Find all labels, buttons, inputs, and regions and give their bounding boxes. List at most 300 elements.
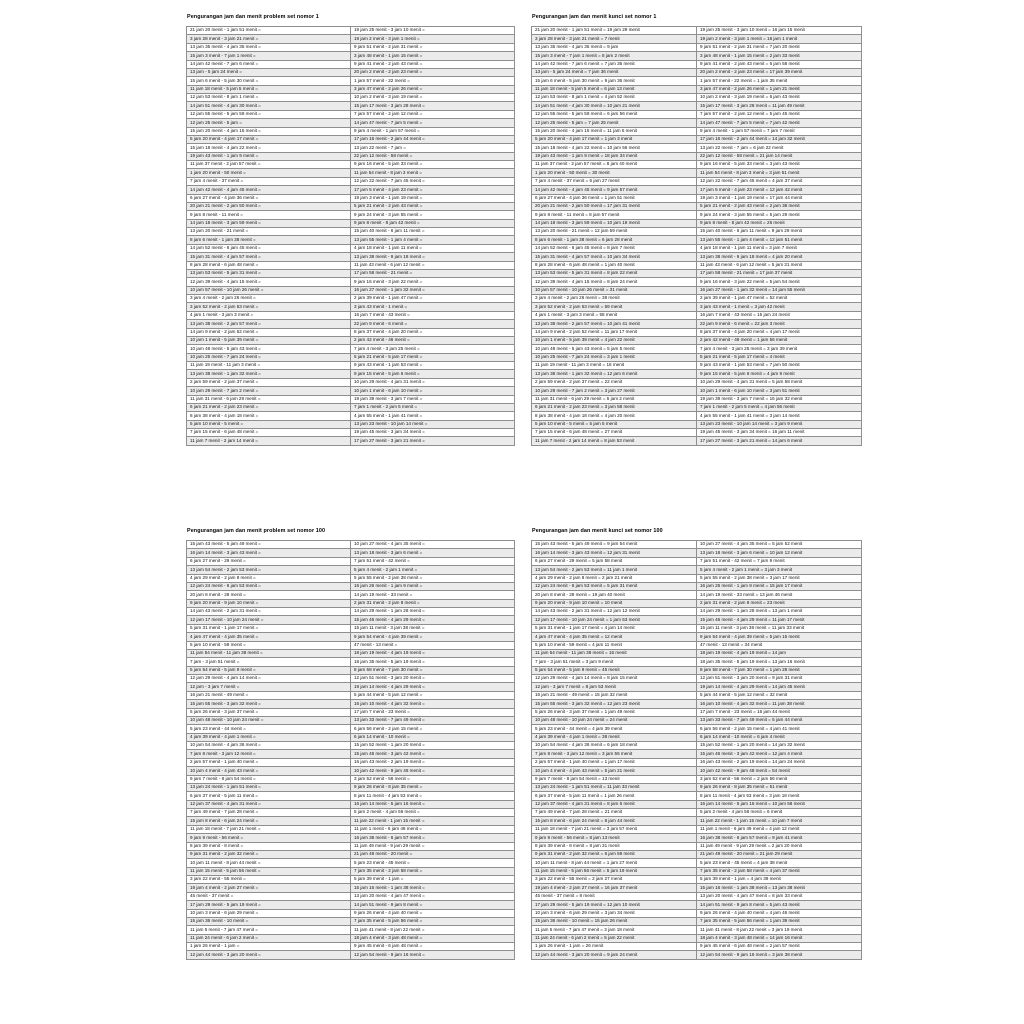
table-row bbox=[532, 658, 862, 666]
table-row bbox=[532, 85, 862, 93]
problem-cell: 16 jam 21 menit - 49 menit = bbox=[187, 691, 351, 699]
table-row bbox=[187, 27, 515, 35]
table-row bbox=[532, 261, 862, 269]
problem-cell: 7 jam 51 menit - 42 menit = bbox=[351, 557, 515, 565]
problem-cell: 12 jam 44 menit - 3 jam 20 menit = 9 jam 24 menit bbox=[532, 951, 697, 959]
problem-cell: 18 jam 35 menit - 5 jam 19 menit = 13 jam 16 menit bbox=[697, 658, 862, 666]
table-row bbox=[187, 876, 515, 884]
table-row bbox=[532, 236, 862, 244]
problem-cell: 9 jam 7 menit - 8 jam 54 menit = 13 menit bbox=[532, 775, 697, 783]
problem-cell: 11 jam 18 menit - 7 jam 21 menit = 3 jam 57 menit bbox=[532, 825, 697, 833]
problem-cell: 5 jam 39 menit - 1 jam = 4 jam 39 menit bbox=[697, 876, 862, 884]
table-row bbox=[532, 716, 862, 724]
problem-cell: 18 jam 4 menit - 3 jam 48 menit = 14 jam 16 menit bbox=[697, 934, 862, 942]
problem-cell: 11 jam 54 menit - 8 jam 3 menit = bbox=[351, 169, 515, 177]
problem-cell: 8 jam 6 menit - 1 jam 38 menit = bbox=[187, 236, 351, 244]
problem-cell: 16 jam 26 menit - 1 jam 9 menit = bbox=[351, 582, 515, 590]
table-row bbox=[532, 295, 862, 303]
problem-cell: 4 jam 47 menit - 4 jam 35 menit = 12 menit bbox=[532, 633, 697, 641]
problem-cell: 17 jam 5 menit - 4 jam 23 menit = bbox=[351, 186, 515, 194]
problem-cell: 10 jam 48 menit - 5 jam 43 menit = 5 jam 5 menit bbox=[532, 345, 697, 353]
problem-cell: 17 jam 29 menit - 5 jam 19 menit = 12 jam 10 menit bbox=[532, 901, 697, 909]
table-row bbox=[187, 102, 515, 110]
problem-cell: 9 jam 9 menit - 56 menit = bbox=[187, 834, 351, 842]
problem-cell: 22 jam 12 menit - 58 menit = 21 jam 14 menit bbox=[697, 152, 862, 160]
problem-cell: 16 jam 26 menit - 1 jam 9 menit = 15 jam 17 menit bbox=[697, 582, 862, 590]
problem-cell: 7 jam 35 menit - 2 jam 58 menit = 4 jam 37 menit bbox=[697, 867, 862, 875]
problem-cell: 7 jam 4 menit - 3 jam 25 menit = 3 jam 39 menit bbox=[697, 345, 862, 353]
table-row bbox=[532, 616, 862, 624]
problem-cell: 13 jam 38 menit - 2 jam 57 menit = 10 jam 41 menit bbox=[532, 320, 697, 328]
problem-cell: 5 jam 10 menit - 59 menit = bbox=[187, 641, 351, 649]
problem-cell: 15 jam 16 menit - 1 jam 38 menit = bbox=[351, 884, 515, 892]
problem-cell: 9 jam 51 menit - 2 jam 31 menit = bbox=[351, 43, 515, 51]
problem-cell: 2 jam 57 menit - 1 jam 40 menit = bbox=[187, 758, 351, 766]
table-row bbox=[187, 809, 515, 817]
problem-cell: 3 jam 52 menit - 2 jam 53 menit = bbox=[187, 303, 351, 311]
problem-cell: 14 jam 51 menit - 9 jam 8 menit = bbox=[351, 901, 515, 909]
table-row bbox=[532, 549, 862, 557]
problem-cell: 7 jam 15 menit - 6 jam 48 menit = 27 menit bbox=[532, 429, 697, 437]
table-row bbox=[532, 320, 862, 328]
table-row bbox=[187, 775, 515, 783]
problem-cell: 13 jam 33 menit - 7 jam 49 menit = bbox=[351, 716, 515, 724]
table-row bbox=[532, 817, 862, 825]
problem-cell: 19 jam 4 menit - 2 jam 27 menit = bbox=[187, 884, 351, 892]
problem-cell: 9 jam 8 menit - 8 jam 42 menit = 26 menit bbox=[697, 219, 862, 227]
table-row bbox=[532, 541, 862, 549]
table-row bbox=[532, 892, 862, 900]
problem-cell: 5 jam 44 menit - 5 jam 12 menit = bbox=[351, 691, 515, 699]
problem-cell: 2 jam 39 menit - 1 jam 47 menit = 52 menit bbox=[697, 295, 862, 303]
problem-cell: 19 jam 39 menit - 3 jam 7 menit = bbox=[351, 395, 515, 403]
table-row bbox=[532, 186, 862, 194]
problem-cell: 10 jam 3 menit - 6 jam 29 menit = 3 jam 34 menit bbox=[532, 909, 697, 917]
problem-cell: 16 jam 10 menit - 4 jam 32 menit = 11 jam 38 menit bbox=[697, 700, 862, 708]
problem-cell: 16 jam 14 menit - 5 jam 16 menit = bbox=[351, 800, 515, 808]
problem-cell: 11 jam 22 menit - 1 jam 15 menit = bbox=[351, 817, 515, 825]
table-row bbox=[187, 917, 515, 925]
problem-cell: 14 jam 42 menit - 7 jam 6 menit = bbox=[187, 60, 351, 68]
problem-cell: 19 jam 39 menit - 3 jam 7 menit = 16 jam 32 menit bbox=[697, 395, 862, 403]
problem-cell: 11 jam 18 menit - 5 jam 5 menit = 6 jam 13 menit bbox=[532, 85, 697, 93]
table-row bbox=[187, 278, 515, 286]
problem-cell: 15 jam 43 menit - 5 jam 49 menit = bbox=[187, 541, 351, 549]
problem-cell: 17 jam 58 menit - 21 menit = 17 jam 37 menit bbox=[697, 269, 862, 277]
panel-title-problem-set-100: Pengurangan jam dan menit problem set nomor 100 bbox=[187, 528, 326, 534]
problem-cell: 5 jam 39 menit - 1 jam = bbox=[351, 876, 515, 884]
problem-cell: 10 jam 25 menit - 7 jam 24 menit = 3 jam 1 menit bbox=[532, 353, 697, 361]
problem-cell: 10 jam 2 menit - 3 jam 19 menit = 6 jam 43 menit bbox=[697, 94, 862, 102]
problem-cell: 22 jam 9 menit - 6 menit = 22 jam 3 menit bbox=[697, 320, 862, 328]
problem-cell: 17 jam 27 menit - 3 jam 21 menit = bbox=[351, 437, 515, 445]
problem-cell: 20 jam 8 menit - 28 menit = bbox=[187, 591, 351, 599]
table-row bbox=[187, 52, 515, 60]
table-row bbox=[532, 675, 862, 683]
problem-cell: 19 jam 43 menit - 1 jam 9 menit = 18 jam 34 menit bbox=[532, 152, 697, 160]
problem-cell: 5 jam 54 menit - 5 jam 9 menit = 45 menit bbox=[532, 666, 697, 674]
problem-cell: 9 jam 16 menit - 5 jam 33 menit = bbox=[351, 161, 515, 169]
table-row bbox=[187, 557, 515, 565]
table-row bbox=[187, 850, 515, 858]
problem-cell: 16 jam 14 menit - 5 jam 16 menit = 10 jam 58 menit bbox=[697, 800, 862, 808]
problem-cell: 11 jam 5 menit - 7 jam 47 menit = 3 jam 18 menit bbox=[532, 926, 697, 934]
table-row bbox=[532, 403, 862, 411]
problem-cell: 17 jam 7 menit - 23 menit = 16 jam 44 menit bbox=[697, 708, 862, 716]
problem-cell: 15 jam 6 menit - 5 jam 30 menit = 9 jam 36 menit bbox=[532, 77, 697, 85]
problem-cell: 17 jam 58 menit - 21 menit = bbox=[351, 269, 515, 277]
problem-cell: 10 jam 1 menit - 5 jam 39 menit = 4 jam 22 menit bbox=[532, 336, 697, 344]
problem-cell: 12 jam 51 menit - 3 jam 20 menit = 9 jam 31 menit bbox=[697, 675, 862, 683]
problem-cell: 1 jam 20 menit - 50 menit = 30 menit bbox=[532, 169, 697, 177]
table-row bbox=[187, 742, 515, 750]
problem-cell: 19 jam 14 menit - 4 jam 29 menit = bbox=[351, 683, 515, 691]
problem-cell: 7 jam 49 menit - 7 jam 28 menit = 21 menit bbox=[532, 809, 697, 817]
problem-cell: 11 jam 24 menit - 6 jam 2 menit = 5 jam 22 menit bbox=[532, 934, 697, 942]
table-row bbox=[532, 951, 862, 959]
table-row bbox=[187, 77, 515, 85]
problem-cell: 5 jam 44 menit - 5 jam 12 menit = 32 menit bbox=[697, 691, 862, 699]
problem-cell: 16 jam 27 menit - 1 jam 32 menit = bbox=[351, 286, 515, 294]
table-row bbox=[532, 834, 862, 842]
problem-cell: 8 jam 37 menit - 4 jam 20 menit = bbox=[351, 328, 515, 336]
problem-cell: 13 jam 18 menit - 3 jam 6 menit = 10 jam 12 menit bbox=[697, 549, 862, 557]
table-row bbox=[187, 700, 515, 708]
problem-cell: 3 jam 47 menit - 2 jam 26 menit = bbox=[351, 85, 515, 93]
problem-cell: 7 jam 4 menit - 37 menit = 6 jam 27 menit bbox=[532, 177, 697, 185]
table-row bbox=[532, 792, 862, 800]
problem-cell: 15 jam 36 menit - 10 menit = 15 jam 26 menit bbox=[532, 917, 697, 925]
problem-cell: 2 jam 42 menit - 46 menit = bbox=[351, 336, 515, 344]
problem-cell: 8 jam 38 menit - 4 jam 18 menit = 4 jam 20 menit bbox=[532, 412, 697, 420]
table-row bbox=[187, 725, 515, 733]
problem-cell: 20 jam 8 menit - 28 menit = 19 jam 40 menit bbox=[532, 591, 697, 599]
table-row bbox=[187, 909, 515, 917]
problem-cell: 9 jam 26 menit - 8 jam 35 menit = 51 menit bbox=[697, 783, 862, 791]
table-row bbox=[532, 420, 862, 428]
problem-cell: 13 jam 54 menit - 2 jam 53 menit = 11 jam 1 menit bbox=[532, 566, 697, 574]
problem-cell: 9 jam 4 menit - 1 jam 57 menit = 7 jam 7 menit bbox=[697, 127, 862, 135]
table-row bbox=[532, 825, 862, 833]
problem-cell: 10 jam 4 menit - 4 jam 43 menit = 5 jam 21 menit bbox=[532, 767, 697, 775]
table-row bbox=[532, 683, 862, 691]
problem-cell: 12 jam 37 menit - 4 jam 31 menit = 8 jam 6 menit bbox=[532, 800, 697, 808]
problem-cell: 15 jam 52 menit - 1 jam 20 menit = 14 jam 32 menit bbox=[697, 742, 862, 750]
problem-cell: 16 jam 14 menit - 3 jam 43 menit = 12 jam 31 menit bbox=[532, 549, 697, 557]
problem-cell: 3 jam 4 menit - 2 jam 26 menit = bbox=[187, 295, 351, 303]
problem-cell: 10 jam 54 menit - 4 jam 36 menit = bbox=[187, 742, 351, 750]
problem-cell: 10 jam 11 menit - 8 jam 44 menit = bbox=[187, 859, 351, 867]
problem-cell: 13 jam 35 menit - 4 jam 35 menit = 9 jam bbox=[532, 43, 697, 51]
problem-cell: 12 jam - 3 jam 7 menit = bbox=[187, 683, 351, 691]
table-row bbox=[532, 599, 862, 607]
problem-cell: 15 jam 20 menit - 4 jam 15 menit = 11 jam 5 menit bbox=[532, 127, 697, 135]
table-row bbox=[187, 792, 515, 800]
problem-cell: 11 jam 7 menit - 2 jam 14 menit = 8 jam 53 menit bbox=[532, 437, 697, 445]
table-row bbox=[187, 60, 515, 68]
problem-cell: 3 jam 4 menit - 2 jam 26 menit = 38 menit bbox=[532, 295, 697, 303]
panel-kunci-set-1 bbox=[531, 14, 862, 446]
table-row bbox=[532, 35, 862, 43]
problem-cell: 15 jam 3 menit - 7 jam 1 menit = 8 jam 2 menit bbox=[532, 52, 697, 60]
table-row bbox=[187, 892, 515, 900]
problem-cell: 15 jam 40 menit - 6 jam 11 menit = bbox=[351, 228, 515, 236]
problem-cell: 7 jam 1 menit - 2 jam 5 menit = bbox=[351, 403, 515, 411]
table-row bbox=[532, 633, 862, 641]
table-row bbox=[532, 429, 862, 437]
problem-cell: 10 jam 11 menit - 8 jam 44 menit = 1 jam 27 menit bbox=[532, 859, 697, 867]
table-row bbox=[532, 27, 862, 35]
problem-cell: 6 jam 27 menit - 4 jam 36 menit = 1 jam 51 menit bbox=[532, 194, 697, 202]
table-row bbox=[187, 867, 515, 875]
problem-cell: 11 jam 54 menit - 11 jam 38 menit = bbox=[187, 649, 351, 657]
problem-cell: 20 jam 2 menit - 2 jam 23 menit = bbox=[351, 68, 515, 76]
problem-cell: 7 jam 57 menit - 2 jam 12 menit = bbox=[351, 110, 515, 118]
table-row bbox=[532, 901, 862, 909]
problem-cell: 4 jam 29 menit - 2 jam 8 menit = bbox=[187, 574, 351, 582]
problem-cell: 22 jam 9 menit - 6 menit = bbox=[351, 320, 515, 328]
table-row bbox=[532, 582, 862, 590]
problem-cell: 17 jam 16 menit - 2 jam 44 menit = bbox=[351, 135, 515, 143]
problem-cell: 5 jam 2 menit - 4 jam 56 menit = bbox=[351, 809, 515, 817]
table-row bbox=[187, 228, 515, 236]
problem-cell: 22 jam 12 menit - 58 menit = bbox=[351, 152, 515, 160]
problem-cell: 2 jam 39 menit - 1 jam 47 menit = bbox=[351, 295, 515, 303]
problem-cell: 12 jam 17 menit - 10 jam 24 menit = 1 jam 53 menit bbox=[532, 616, 697, 624]
problem-cell: 21 jam 49 menit - 20 menit = bbox=[351, 850, 515, 858]
table-row bbox=[532, 591, 862, 599]
problem-cell: 19 jam 45 menit - 3 jam 34 menit = 16 jam 11 menit bbox=[697, 429, 862, 437]
table-row bbox=[187, 144, 515, 152]
table-row bbox=[532, 144, 862, 152]
problem-cell: 3 jam 22 menit - 55 menit = 2 jam 27 menit bbox=[532, 876, 697, 884]
problem-cell: 12 jam 22 menit - 7 jam 45 menit = 4 jam 37 menit bbox=[697, 177, 862, 185]
table-row bbox=[532, 733, 862, 741]
problem-cell: 6 jam 14 menit - 10 menit = 6 jam 4 menit bbox=[697, 733, 862, 741]
problem-cell: 9 jam 4 menit - 1 jam 57 menit = bbox=[351, 127, 515, 135]
problem-cell: 5 jam 2 menit - 4 jam 56 menit = 6 menit bbox=[697, 809, 862, 817]
problem-cell: 1 jam 57 menit - 22 menit = bbox=[351, 77, 515, 85]
problem-cell: 7 jam - 3 jam 51 menit = bbox=[187, 658, 351, 666]
table-row bbox=[532, 202, 862, 210]
problem-cell: 13 jam 54 menit - 2 jam 53 menit = bbox=[187, 566, 351, 574]
problem-cell: 19 jam 45 menit - 3 jam 34 menit = bbox=[351, 429, 515, 437]
problem-cell: 16 jam 38 menit - 6 jam 57 menit = 9 jam 41 menit bbox=[697, 834, 862, 842]
problem-cell: 11 jam 37 menit - 2 jam 57 menit = bbox=[187, 161, 351, 169]
table-row bbox=[187, 429, 515, 437]
problem-cell: 15 jam 11 menit - 3 jam 38 menit = bbox=[351, 624, 515, 632]
problem-cell: 9 jam 24 menit - 3 jam 55 menit = 5 jam 29 menit bbox=[697, 211, 862, 219]
problem-cell: 4 jam 29 menit - 2 jam 8 menit = 2 jam 21 menit bbox=[532, 574, 697, 582]
table-row bbox=[187, 412, 515, 420]
panel-problem-set-100 bbox=[186, 528, 515, 960]
table-row bbox=[532, 345, 862, 353]
problem-cell: 20 jam 21 menit - 2 jam 50 menit = bbox=[187, 202, 351, 210]
problem-cell: 12 jam 55 menit - 5 jam 59 menit = bbox=[187, 110, 351, 118]
table-row bbox=[187, 708, 515, 716]
problem-cell: 13 jam 20 menit - 21 menit = 12 jam 59 menit bbox=[532, 228, 697, 236]
table-row bbox=[532, 219, 862, 227]
table-row bbox=[532, 194, 862, 202]
problem-cell: 9 jam 9 menit - 56 menit = 8 jam 13 menit bbox=[532, 834, 697, 842]
problem-cell: 18 jam 35 menit - 5 jam 19 menit = bbox=[351, 658, 515, 666]
problem-cell: 11 jam 41 menit - 8 jam 22 menit = bbox=[351, 926, 515, 934]
problem-cell: 16 jam 10 menit - 4 jam 32 menit = bbox=[351, 700, 515, 708]
problem-cell: 11 jam 49 menit - 9 jam 29 menit = bbox=[351, 842, 515, 850]
problem-cell: 21 jam 20 menit - 1 jam 51 menit = bbox=[187, 27, 351, 35]
panel-title-problem-set-1: Pengurangan jam dan menit problem set nomor 1 bbox=[187, 14, 319, 20]
table-row bbox=[187, 336, 515, 344]
problem-cell: 1 jam 26 menit - 1 jam = 26 menit bbox=[532, 943, 697, 951]
problem-cell: 5 jam 23 menit - 45 menit = 4 jam 38 menit bbox=[697, 859, 862, 867]
problem-cell: 12 jam 55 menit - 5 jam 59 menit = 6 jam 56 menit bbox=[532, 110, 697, 118]
problem-cell: 16 jam 7 menit - 43 menit = bbox=[351, 311, 515, 319]
problem-cell: 12 jam 54 menit - 9 jam 16 menit = bbox=[351, 951, 515, 959]
table-row bbox=[187, 194, 515, 202]
problem-cell: 10 jam 54 menit - 4 jam 36 menit = 6 jam 18 menit bbox=[532, 742, 697, 750]
problem-cell: 12 jam 29 menit - 4 jam 14 menit = 8 jam 15 menit bbox=[532, 675, 697, 683]
problem-cell: 11 jam 22 menit - 1 jam 15 menit = 10 jam 7 menit bbox=[697, 817, 862, 825]
problem-cell: 9 jam 41 menit - 2 jam 43 menit = 6 jam 58 menit bbox=[697, 60, 862, 68]
problem-cell: 15 jam 52 menit - 1 jam 20 menit = bbox=[351, 742, 515, 750]
problem-cell: 15 jam 36 menit - 10 menit = bbox=[187, 917, 351, 925]
problem-cell: 17 jam 16 menit - 2 jam 44 menit = 14 jam 32 menit bbox=[697, 135, 862, 143]
table-row bbox=[532, 742, 862, 750]
table-row bbox=[187, 934, 515, 942]
problem-cell: 10 jam 29 menit - 7 jam 2 menit = bbox=[187, 387, 351, 395]
table-row bbox=[187, 884, 515, 892]
problem-cell: 5 jam 21 menit - 2 jam 43 menit = bbox=[351, 202, 515, 210]
table-row bbox=[532, 566, 862, 574]
problem-cell: 6 jam 27 menit - 29 menit = 5 jam 58 menit bbox=[532, 557, 697, 565]
problem-cell: 13 jam 18 menit - 3 jam 6 menit = bbox=[351, 549, 515, 557]
problem-cell: 11 jam 37 menit - 2 jam 57 menit = 8 jam 40 menit bbox=[532, 161, 697, 169]
problem-cell: 16 jam 14 menit - 3 jam 43 menit = bbox=[187, 549, 351, 557]
table-row bbox=[187, 541, 515, 549]
problem-cell: 13 jam 35 menit - 4 jam 35 menit = bbox=[187, 43, 351, 51]
table-row bbox=[532, 624, 862, 632]
table-row bbox=[187, 219, 515, 227]
problem-cell: 2 jam 31 menit - 2 jam 8 menit = 23 menit bbox=[697, 599, 862, 607]
problem-cell: 14 jam 47 menit - 7 jam 5 menit = bbox=[351, 119, 515, 127]
problem-cell: 4 jam 39 menit - 4 jam 1 menit = 38 menit bbox=[532, 733, 697, 741]
problem-cell: 14 jam 42 menit - 4 jam 45 menit = bbox=[187, 186, 351, 194]
table-row bbox=[187, 353, 515, 361]
problem-cell: 4 jam 1 menit - 3 jam 3 menit = 58 menit bbox=[532, 311, 697, 319]
problem-cell: 5 jam 31 menit - 1 jam 17 menit = 4 jam 14 menit bbox=[532, 624, 697, 632]
problem-cell: 15 jam 31 menit - 4 jam 57 menit = bbox=[187, 253, 351, 261]
worksheet-table-kunci-set-1 bbox=[531, 26, 862, 446]
problem-cell: 13 jam - 5 jam 24 menit = 7 jam 36 menit bbox=[532, 68, 697, 76]
problem-cell: 15 jam 8 menit - 6 jam 24 menit = 8 jam 44 menit bbox=[532, 817, 697, 825]
problem-cell: 45 menit - 37 menit = bbox=[187, 892, 351, 900]
problem-cell: 7 jam 57 menit - 2 jam 12 menit = 5 jam 45 menit bbox=[697, 110, 862, 118]
problem-cell: 9 jam 8 menit - 8 jam 42 menit = bbox=[351, 219, 515, 227]
table-row bbox=[187, 800, 515, 808]
problem-cell: 7 jam 51 menit - 42 menit = 7 jam 9 menit bbox=[697, 557, 862, 565]
worksheet-table-problem-set-1 bbox=[186, 26, 515, 446]
table-row bbox=[187, 437, 515, 445]
problem-cell: 10 jam 29 menit - 7 jam 2 menit = 3 jam 27 menit bbox=[532, 387, 697, 395]
table-row bbox=[187, 370, 515, 378]
problem-cell: 1 jam 57 menit - 22 menit = 1 jam 35 menit bbox=[697, 77, 862, 85]
table-row bbox=[187, 582, 515, 590]
problem-cell: 12 jam 25 menit - 5 jam = bbox=[187, 119, 351, 127]
problem-cell: 2 jam 59 menit - 2 jam 37 menit = bbox=[187, 378, 351, 386]
problem-cell: 9 jam 26 menit - 8 jam 35 menit = bbox=[351, 783, 515, 791]
problem-cell: 7 jam 35 menit - 5 jam 56 menit = bbox=[351, 917, 515, 925]
problem-cell: 5 jam 21 menit - 5 jam 17 menit = 4 menit bbox=[697, 353, 862, 361]
problem-cell: 11 jam 43 menit - 6 jam 12 menit = bbox=[351, 261, 515, 269]
problem-cell: 11 jam 7 menit - 2 jam 14 menit = bbox=[187, 437, 351, 445]
table-row bbox=[187, 236, 515, 244]
problem-cell: 17 jam 5 menit - 4 jam 23 menit = 12 jam 42 menit bbox=[697, 186, 862, 194]
table-row bbox=[187, 68, 515, 76]
problem-cell: 8 jam 38 menit - 4 jam 18 menit = bbox=[187, 412, 351, 420]
problem-cell: 19 jam 2 menit - 3 jam 1 menit = 16 jam 1 menit bbox=[697, 35, 862, 43]
table-row bbox=[187, 591, 515, 599]
problem-cell: 11 jam 19 menit - 11 jam 3 menit = bbox=[187, 362, 351, 370]
problem-cell: 13 jam - 5 jam 24 menit = bbox=[187, 68, 351, 76]
problem-cell: 15 jam 18 menit - 4 jam 22 menit = 10 jam 56 menit bbox=[532, 144, 697, 152]
problem-cell: 5 jam 4 menit - 2 jam 1 menit = bbox=[351, 566, 515, 574]
problem-cell: 9 jam 43 menit - 1 jam 53 menit = 7 jam 50 menit bbox=[697, 362, 862, 370]
table-row bbox=[187, 675, 515, 683]
problem-cell: 12 jam 44 menit - 3 jam 20 menit = bbox=[187, 951, 351, 959]
table-row bbox=[187, 43, 515, 51]
table-row bbox=[532, 311, 862, 319]
problem-cell: 16 jam 38 menit - 6 jam 57 menit = bbox=[351, 834, 515, 842]
problem-cell: 14 jam 52 menit - 6 jam 45 menit = 8 jam 7 menit bbox=[532, 244, 697, 252]
problem-cell: 3 jam 43 menit - 1 menit = 3 jam 42 menit bbox=[697, 303, 862, 311]
problem-cell: 12 jam 53 menit - 8 jam 1 menit = bbox=[187, 94, 351, 102]
problem-cell: 11 jam 49 menit - 9 jam 29 menit = 2 jam 20 menit bbox=[697, 842, 862, 850]
problem-cell: 14 jam 47 menit - 7 jam 5 menit = 7 jam 42 menit bbox=[697, 119, 862, 127]
table-row bbox=[187, 286, 515, 294]
table-row bbox=[532, 909, 862, 917]
problem-cell: 4 jam 39 menit - 4 jam 1 menit = bbox=[187, 733, 351, 741]
problem-cell: 10 jam 25 menit - 7 jam 24 menit = bbox=[187, 353, 351, 361]
table-row bbox=[532, 395, 862, 403]
worksheet-table-problem-set-100 bbox=[186, 540, 515, 960]
problem-cell: 5 jam 31 menit - 1 jam 17 menit = bbox=[187, 624, 351, 632]
problem-cell: 6 jam 37 menit - 5 jam 11 menit = bbox=[187, 792, 351, 800]
table-row bbox=[187, 295, 515, 303]
table-row bbox=[187, 658, 515, 666]
problem-cell: 17 jam 27 menit - 3 jam 21 menit = 14 jam 6 menit bbox=[697, 437, 862, 445]
table-row bbox=[532, 177, 862, 185]
table-row bbox=[187, 733, 515, 741]
table-row bbox=[532, 850, 862, 858]
problem-cell: 11 jam 43 menit - 6 jam 12 menit = 5 jam 31 menit bbox=[697, 261, 862, 269]
table-row bbox=[187, 834, 515, 842]
problem-cell: 11 jam 41 menit - 8 jam 22 menit = 3 jam 19 menit bbox=[697, 926, 862, 934]
table-row bbox=[532, 641, 862, 649]
problem-cell: 9 jam 41 menit - 2 jam 43 menit = bbox=[351, 60, 515, 68]
problem-cell: 10 jam 1 menit - 6 jam 10 menit = 3 jam 51 menit bbox=[697, 387, 862, 395]
problem-cell: 8 jam 39 menit - 8 menit = 8 jam 31 menit bbox=[532, 842, 697, 850]
table-row bbox=[532, 649, 862, 657]
problem-cell: 3 jam 48 menit - 1 jam 15 menit = bbox=[351, 52, 515, 60]
table-row bbox=[187, 303, 515, 311]
table-row bbox=[187, 633, 515, 641]
problem-cell: 5 jam 54 menit - 5 jam 9 menit = bbox=[187, 666, 351, 674]
problem-cell: 13 jam 20 menit - 4 jam 47 menit = bbox=[351, 892, 515, 900]
problem-cell: 13 jam 53 menit - 5 jam 31 menit = bbox=[187, 269, 351, 277]
table-row bbox=[532, 783, 862, 791]
table-row bbox=[187, 825, 515, 833]
problem-cell: 9 jam 31 menit - 2 jam 32 menit = bbox=[187, 850, 351, 858]
